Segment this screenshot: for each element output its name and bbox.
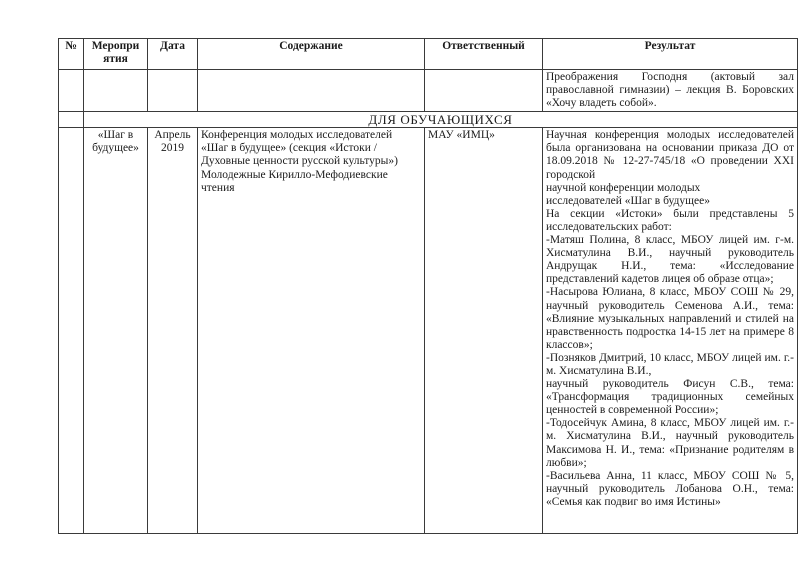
result-cell-continuation: Преображения Господня (актовый зал православной гимназии) – лекция В. Боровских «Хочу владеть собой». (543, 70, 798, 112)
result-paragraph: Научная конференция молодых исследователей была организована на основании приказа ДО от 18.09.2018 № 12-27-745/18 «О проведении XXI городской (546, 129, 794, 181)
empty-event-cell (84, 70, 148, 112)
result-paragraph: -Позняков Дмитрий, 10 класс, МБОУ лицей им. г.-м. Хисматулина В.И., (546, 351, 794, 377)
responsible-cell: МАУ «ИМЦ» (425, 128, 543, 534)
result-paragraph: -Насырова Юлиана, 8 класс, МБОУ СОШ № 29, научный руководитель Семенова А.И., тема: «Влияние музыкальных направлений и стилей на нравственность подростка 14-15 лет на примере 8 классов»; (546, 286, 794, 351)
empty-content-cell (198, 70, 425, 112)
empty-date-cell (148, 70, 198, 112)
result-cell (543, 128, 798, 534)
number-cell (59, 128, 84, 534)
column-header-responsible: Ответственный (425, 39, 543, 70)
column-header-event: Меропри ятия (84, 39, 148, 70)
event-name-cell: «Шаг в будущее» (84, 128, 148, 534)
empty-number-cell (59, 70, 84, 112)
column-header-number: № (59, 39, 84, 70)
continuation-row (59, 70, 798, 112)
empty-number-cell (59, 112, 84, 128)
result-paragraph: -Матяш Полина, 8 класс, МБОУ лицей им. г-м. Хисматулина В.И., научный руководитель Андрущак Н.И., тема: «Исследование представлений кадетов лицея об образе отца»; (546, 234, 794, 286)
result-paragraph: научный руководитель Фисун С.В., тема: «Трансформация традиционных семейных ценностей в современной России»; (546, 378, 794, 417)
result-paragraph: научной конференции молодых (546, 181, 701, 194)
result-paragraph: -Тодосейчук Амина, 8 класс, МБОУ лицей им. г.-м. Хисматулина В.И., научный руководитель Максимова Н. И., тема: «Признание родителям в любви»; (546, 417, 794, 469)
empty-responsible-cell (425, 70, 543, 112)
section-row (59, 112, 798, 128)
content-paragraph: Молодежные Кирилло-Мефодиевские чтения (201, 168, 388, 194)
column-header-result: Результат (543, 39, 798, 70)
result-paragraph: исследователей «Шаг в будущее» (546, 194, 710, 207)
table-header-row (59, 39, 798, 70)
events-report-table (58, 38, 798, 534)
content-cell (198, 128, 425, 534)
date-cell: Апрель 2019 (148, 128, 198, 534)
section-title: ДЛЯ ОБУЧАЮЩИХСЯ (84, 112, 798, 128)
result-paragraph: -Васильева Анна, 11 класс, МБОУ СОШ № 5, научный руководитель Лобанова О.Н., тема: «Семья как подвиг во имя Истины» (546, 469, 794, 508)
event-row (59, 128, 798, 534)
column-header-date: Дата (148, 39, 198, 70)
content-paragraph: Конференция молодых исследователей «Шаг в будущее» (секция «Истоки /Духовные ценности русской культуры») (201, 129, 398, 168)
column-header-content: Содержание (198, 39, 425, 70)
result-paragraph: На секции «Истоки» были представлены 5 исследовательских работ: (546, 207, 794, 233)
